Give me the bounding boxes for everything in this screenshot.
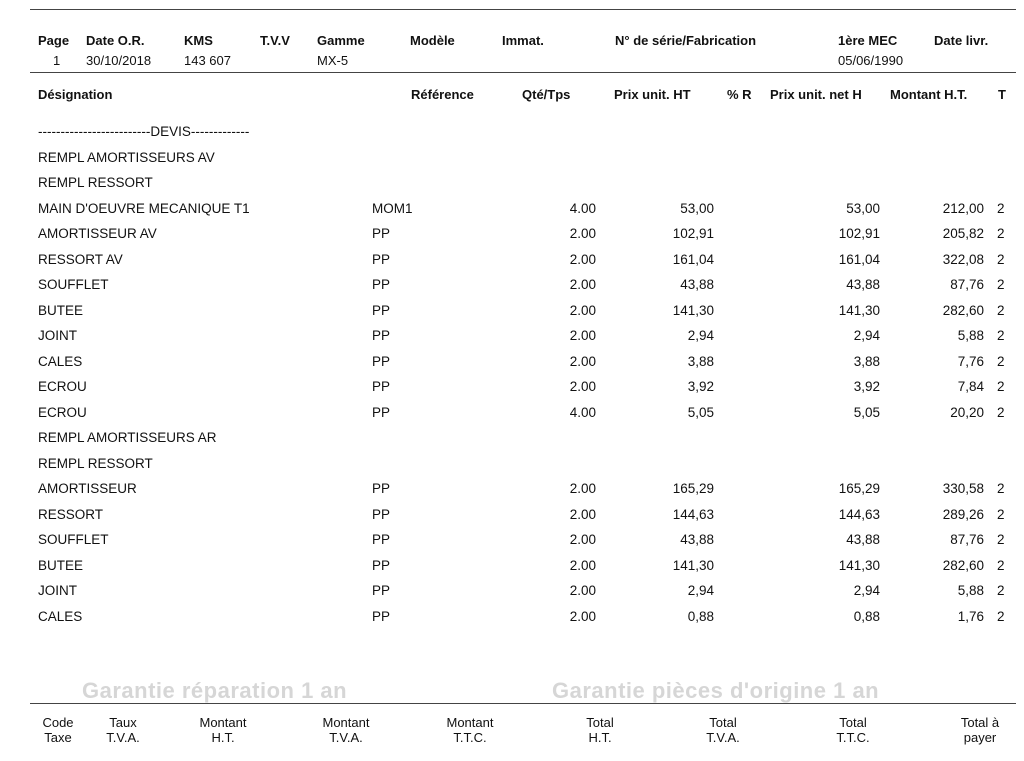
footer-label-top: Total xyxy=(709,715,737,730)
item-designation: REMPL RESSORT xyxy=(38,175,153,190)
header-immat-label: Immat. xyxy=(502,33,544,48)
item-designation: REMPL AMORTISSEURS AV xyxy=(38,150,215,165)
footer-label-bottom: T.V.A. xyxy=(706,730,740,745)
item-t: 2 xyxy=(997,609,1005,624)
item-designation: SOUFFLET xyxy=(38,277,109,292)
item-designation: SOUFFLET xyxy=(38,532,109,547)
item-montant: 289,26 xyxy=(942,507,984,522)
item-unit-net: 141,30 xyxy=(838,303,880,318)
footer-label-bottom: T.V.A. xyxy=(106,730,140,745)
item-unit-net: 53,00 xyxy=(846,201,880,216)
header-mec-label: 1ère MEC xyxy=(838,33,898,48)
item-montant: 5,88 xyxy=(957,328,984,343)
footer-label-bottom: T.V.A. xyxy=(329,730,363,745)
footer-rule xyxy=(30,703,1016,704)
item-reference: PP xyxy=(372,328,391,343)
item-montant: 1,76 xyxy=(957,609,984,624)
item-designation: REMPL RESSORT xyxy=(38,456,153,471)
item-qty: 2.00 xyxy=(569,303,596,318)
item-unit-net: 141,30 xyxy=(838,558,880,573)
item-designation: ECROU xyxy=(38,405,87,420)
header-tvv-label: T.V.V xyxy=(260,33,290,48)
item-reference: PP xyxy=(372,277,391,292)
item-qty: 2.00 xyxy=(569,532,596,547)
item-designation: BUTEE xyxy=(38,558,84,573)
footer-label-top: Montant xyxy=(199,715,247,730)
item-unit-net: 43,88 xyxy=(846,532,880,547)
item-t: 2 xyxy=(997,379,1005,394)
header-gamme-value: MX-5 xyxy=(317,53,349,68)
item-reference: PP xyxy=(372,558,391,573)
item-unit-net: 165,29 xyxy=(838,481,880,496)
header-kms-label: KMS xyxy=(184,33,213,48)
item-qty: 2.00 xyxy=(569,558,596,573)
footer-label-top: Total xyxy=(586,715,614,730)
item-unit-ht: 0,88 xyxy=(687,609,714,624)
footer-label-top: Code xyxy=(42,715,74,730)
item-unit-ht: 165,29 xyxy=(672,481,714,496)
item-qty: 4.00 xyxy=(569,405,596,420)
header-mec-value: 05/06/1990 xyxy=(838,53,904,68)
item-designation: BUTEE xyxy=(38,303,84,318)
item-qty: 2.00 xyxy=(569,583,596,598)
item-montant: 322,08 xyxy=(942,252,984,267)
item-designation: AMORTISSEUR xyxy=(38,481,137,496)
item-t: 2 xyxy=(997,558,1005,573)
footer-label-bottom: T.T.C. xyxy=(836,730,870,745)
item-unit-ht: 141,30 xyxy=(672,558,714,573)
item-qty: 2.00 xyxy=(569,226,596,241)
item-unit-net: 2,94 xyxy=(853,583,880,598)
item-qty: 2.00 xyxy=(569,277,596,292)
header-page-label: Page xyxy=(38,33,70,48)
watermark-repair-warranty: Garantie réparation 1 an xyxy=(82,678,348,703)
item-unit-ht: 3,88 xyxy=(687,354,714,369)
item-qty: 2.00 xyxy=(569,252,596,267)
item-unit-net: 3,88 xyxy=(853,354,880,369)
item-qty: 2.00 xyxy=(569,379,596,394)
item-montant: 205,82 xyxy=(942,226,984,241)
item-designation: RESSORT xyxy=(38,507,104,522)
item-montant: 212,00 xyxy=(942,201,984,216)
item-reference: PP xyxy=(372,252,391,267)
item-qty: 2.00 xyxy=(569,354,596,369)
header-date-or-label: Date O.R. xyxy=(86,33,145,48)
item-unit-ht: 2,94 xyxy=(687,583,714,598)
item-designation: REMPL AMORTISSEURS AR xyxy=(38,430,217,445)
footer-label-bottom: H.T. xyxy=(211,730,235,745)
item-montant: 87,76 xyxy=(950,277,984,292)
item-designation: JOINT xyxy=(38,328,77,343)
item-qty: 4.00 xyxy=(569,201,596,216)
item-reference: PP xyxy=(372,583,391,598)
footer-col-total-ht xyxy=(555,715,645,745)
item-reference: PP xyxy=(372,532,391,547)
header-serie-label: N° de série/Fabrication xyxy=(615,33,757,48)
item-unit-ht: 53,00 xyxy=(680,201,714,216)
item-unit-net: 144,63 xyxy=(838,507,880,522)
footer-col-total-payer xyxy=(935,715,1024,745)
item-t: 2 xyxy=(997,277,1005,292)
item-t: 2 xyxy=(997,405,1005,420)
item-reference: PP xyxy=(372,226,391,241)
item-unit-ht: 161,04 xyxy=(672,252,714,267)
item-designation: ECROU xyxy=(38,379,87,394)
item-unit-ht: 141,30 xyxy=(672,303,714,318)
item-montant: 5,88 xyxy=(957,583,984,598)
item-montant: 7,76 xyxy=(957,354,984,369)
item-reference: PP xyxy=(372,609,391,624)
item-designation: -------------------------DEVIS------------- xyxy=(38,124,250,139)
top-rule xyxy=(30,9,1016,10)
header-date-livr-label: Date livr. xyxy=(934,33,989,48)
item-designation: RESSORT AV xyxy=(38,252,123,267)
item-t: 2 xyxy=(997,252,1005,267)
footer-label-bottom: Taxe xyxy=(44,730,72,745)
footer-label-top: Taux xyxy=(109,715,137,730)
footer-label-top: Total xyxy=(839,715,867,730)
footer-col-taux-tva xyxy=(78,715,168,745)
footer-col-total-ttc xyxy=(808,715,898,745)
header-kms-value: 143 607 xyxy=(184,53,231,68)
item-qty: 2.00 xyxy=(569,609,596,624)
item-qty: 2.00 xyxy=(569,328,596,343)
footer-col-montant-ht xyxy=(178,715,268,745)
item-reference: PP xyxy=(372,481,391,496)
col-reference: Référence xyxy=(411,87,474,102)
item-designation: AMORTISSEUR AV xyxy=(38,226,157,241)
item-unit-ht: 2,94 xyxy=(687,328,714,343)
col-pct-r: % R xyxy=(727,87,752,102)
item-qty: 2.00 xyxy=(569,507,596,522)
footer-label-bottom: payer xyxy=(963,730,997,745)
item-t: 2 xyxy=(997,532,1005,547)
item-montant: 20,20 xyxy=(950,405,984,420)
item-unit-net: 3,92 xyxy=(853,379,880,394)
item-montant: 330,58 xyxy=(942,481,984,496)
item-reference: PP xyxy=(372,303,391,318)
footer-label-top: Montant xyxy=(446,715,494,730)
item-reference: PP xyxy=(372,507,391,522)
item-t: 2 xyxy=(997,328,1005,343)
item-t: 2 xyxy=(997,481,1005,496)
header-page-value: 1 xyxy=(53,53,61,68)
item-designation: MAIN D'OEUVRE MECANIQUE T1 xyxy=(38,201,250,216)
item-unit-ht: 5,05 xyxy=(687,405,714,420)
item-t: 2 xyxy=(997,354,1005,369)
footer-col-total-tva xyxy=(678,715,768,745)
col-unit-net: Prix unit. net H xyxy=(770,87,862,102)
header-rule xyxy=(30,72,1016,73)
item-montant: 7,84 xyxy=(957,379,984,394)
col-t: T xyxy=(998,87,1006,102)
item-reference: PP xyxy=(372,379,391,394)
item-reference: PP xyxy=(372,405,391,420)
item-designation: JOINT xyxy=(38,583,77,598)
col-qty: Qté/Tps xyxy=(522,87,571,102)
item-montant: 87,76 xyxy=(950,532,984,547)
item-t: 2 xyxy=(997,507,1005,522)
item-reference: PP xyxy=(372,354,391,369)
item-t: 2 xyxy=(997,201,1005,216)
header-modele-label: Modèle xyxy=(410,33,455,48)
item-montant: 282,60 xyxy=(942,303,984,318)
item-unit-net: 5,05 xyxy=(853,405,880,420)
footer-label-top: Montant xyxy=(322,715,370,730)
footer-col-montant-tva xyxy=(301,715,391,745)
item-unit-ht: 43,88 xyxy=(680,532,714,547)
item-unit-ht: 102,91 xyxy=(672,226,714,241)
watermark-parts-warranty: Garantie pièces d'origine 1 an xyxy=(552,678,880,703)
item-designation: CALES xyxy=(38,609,83,624)
col-designation: Désignation xyxy=(38,87,113,102)
item-unit-ht: 144,63 xyxy=(672,507,714,522)
item-montant: 282,60 xyxy=(942,558,984,573)
col-unit-ht: Prix unit. HT xyxy=(614,87,691,102)
item-qty: 2.00 xyxy=(569,481,596,496)
item-unit-net: 0,88 xyxy=(853,609,880,624)
item-t: 2 xyxy=(997,583,1005,598)
col-montant: Montant H.T. xyxy=(890,87,968,102)
footer-label-top: Total à xyxy=(960,715,1000,730)
item-t: 2 xyxy=(997,303,1005,318)
footer-label-bottom: H.T. xyxy=(588,730,612,745)
item-unit-ht: 43,88 xyxy=(680,277,714,292)
item-unit-net: 161,04 xyxy=(838,252,880,267)
item-reference: MOM1 xyxy=(372,201,413,216)
header-gamme-label: Gamme xyxy=(317,33,365,48)
item-unit-net: 2,94 xyxy=(853,328,880,343)
item-unit-net: 43,88 xyxy=(846,277,880,292)
item-t: 2 xyxy=(997,226,1005,241)
item-designation: CALES xyxy=(38,354,83,369)
item-unit-ht: 3,92 xyxy=(687,379,714,394)
footer-col-montant-ttc xyxy=(425,715,515,745)
item-unit-net: 102,91 xyxy=(838,226,880,241)
footer-label-bottom: T.T.C. xyxy=(453,730,487,745)
header-date-or-value: 30/10/2018 xyxy=(86,53,152,68)
